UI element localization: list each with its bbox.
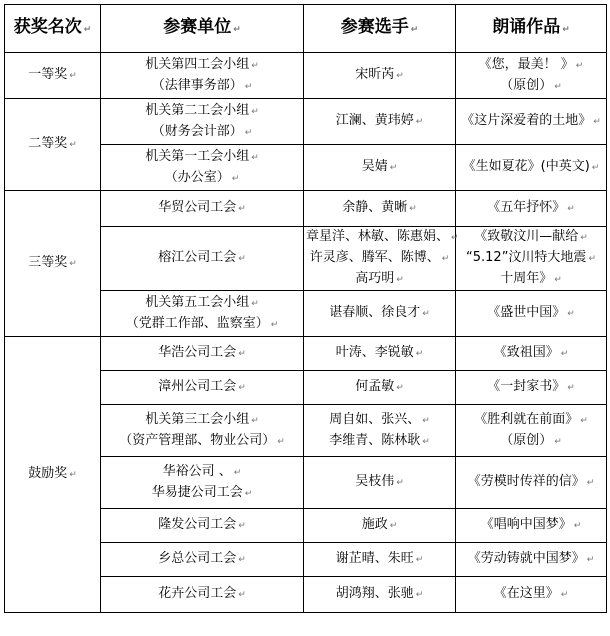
cell-text: 叶涛、李锐敏: [335, 345, 414, 360]
table-header: [5, 5, 607, 53]
unit-cell: [101, 577, 304, 613]
paragraph-mark-icon: ↵: [231, 173, 240, 184]
award-rank-cell: [5, 191, 101, 337]
cell-text: 华裕公司 、: [162, 463, 232, 479]
players-cell: [304, 543, 456, 577]
paragraph-mark-icon: ↵: [270, 319, 279, 330]
cell-text: 《这片深爱着的土地》: [461, 113, 592, 128]
cell-line: [103, 483, 301, 504]
cell-text: 《您，最美！ 》: [478, 56, 574, 72]
cell-line: [306, 515, 453, 536]
paragraph-mark-icon: ↵: [575, 60, 584, 71]
award-rank-text: 一等奖: [28, 67, 68, 82]
paragraph-mark-icon: ↵: [238, 254, 246, 264]
players-cell: [304, 457, 456, 509]
paragraph-mark-icon: ↵: [238, 521, 246, 531]
paragraph-mark-icon: ↵: [586, 555, 595, 565]
players-cell: [304, 291, 456, 337]
cell-line: [103, 293, 301, 314]
award-rank-cell: [5, 337, 101, 613]
paragraph-mark-icon: ↵: [69, 140, 77, 150]
cell-text: （原创）: [500, 77, 553, 93]
cell-text: 机关第四工会小组: [145, 56, 250, 72]
unit-cell: [101, 405, 304, 457]
cell-text: 华浩公司工会: [158, 345, 237, 360]
cell-line: [103, 462, 301, 483]
cell-line: [103, 410, 301, 431]
cell-line: [306, 584, 453, 605]
unit-cell: [101, 145, 304, 191]
paragraph-mark-icon: ↵: [251, 106, 259, 117]
cell-text: 《生如夏花》(中英文): [462, 159, 590, 174]
cell-text: 《劳动铸就中国梦》: [467, 551, 585, 566]
paragraph-mark-icon: ↵: [441, 254, 450, 264]
cell-line: [306, 343, 453, 364]
paragraph-mark-icon: ↵: [244, 81, 253, 92]
cell-text: 华易捷公司工会: [151, 484, 243, 500]
cell-line: [103, 122, 301, 143]
paragraph-mark-icon: ↵: [580, 233, 588, 243]
cell-text: 余静、黄晰: [342, 200, 408, 215]
header-unit: 参赛单位 ↵: [101, 5, 304, 53]
paragraph-mark-icon: ↵: [396, 275, 404, 285]
award-rank-text: 鼓励奖: [28, 466, 68, 481]
cell-text: 机关第一工会小组: [145, 148, 250, 164]
cell-line: [458, 157, 604, 178]
cell-line: [103, 168, 301, 189]
cell-line: [306, 410, 453, 431]
paragraph-mark-icon: ↵: [415, 590, 424, 600]
paragraph-mark-icon: ↵: [591, 163, 600, 173]
cell-text: 胡鸿翔、张驰: [335, 586, 414, 601]
cell-text: （原创）: [500, 432, 553, 448]
players-cell: [304, 405, 456, 457]
cell-text: 吴枝伟: [355, 474, 395, 489]
paragraph-mark-icon: ↵: [238, 383, 246, 393]
paragraph-mark-icon: ↵: [238, 590, 246, 600]
cell-line: [103, 55, 301, 76]
paragraph-mark-icon: ↵: [554, 275, 562, 285]
award-rank-text: 二等奖: [28, 136, 68, 151]
paragraph-mark-icon: ↵: [244, 127, 253, 138]
cell-text: 何孟敏: [355, 379, 395, 394]
paragraph-mark-icon: ↵: [396, 383, 404, 393]
cell-text: 许灵彦、腾军、陈博、: [309, 250, 440, 265]
cell-line: [306, 431, 453, 452]
unit-cell: [101, 191, 304, 227]
cell-text: （党群工作部、监察室）: [125, 315, 269, 331]
cell-text: 机关第二工会小组: [145, 102, 250, 118]
award-rank-cell: [5, 99, 101, 191]
cell-text: 江澜、黄玮婷: [335, 113, 414, 128]
cell-text: 乡总公司工会: [158, 551, 237, 566]
cell-line: [458, 472, 604, 493]
paragraph-mark-icon: ↵: [593, 117, 601, 127]
table-row: [5, 53, 607, 99]
cell-text: 《致敬汶川—献给: [474, 229, 579, 244]
cell-line: [306, 111, 453, 132]
paragraph-mark-icon: ↵: [422, 415, 430, 426]
paragraph-mark-icon: ↵: [567, 383, 575, 393]
players-cell: [304, 337, 456, 371]
paragraph-mark-icon: ↵: [238, 204, 246, 214]
unit-cell: [101, 337, 304, 371]
cell-text: （资产管理部、物业公司）: [119, 432, 276, 448]
paragraph-mark-icon: ↵: [415, 349, 424, 359]
awards-table: [4, 4, 607, 613]
award-rank-text: 三等奖: [28, 255, 68, 270]
cell-text: （办公室）: [164, 169, 230, 185]
cell-line: [458, 269, 604, 290]
players-cell: [304, 191, 456, 227]
work-cell: [456, 509, 607, 543]
paragraph-mark-icon: ↵: [69, 470, 77, 480]
cell-line: [458, 111, 604, 132]
cell-text: （财务会计部）: [151, 123, 243, 139]
paragraph-mark-icon: ↵: [251, 415, 259, 426]
paragraph-mark-icon: ↵: [251, 60, 259, 71]
work-cell: [456, 457, 607, 509]
paragraph-mark-icon: ↵: [586, 478, 595, 488]
cell-line: [103, 343, 301, 364]
paragraph-mark-icon: ↵: [69, 71, 77, 81]
cell-text: 谢芷晴、朱旺: [335, 551, 414, 566]
cell-line: [103, 377, 301, 398]
award-rank-cell: [5, 53, 101, 99]
paragraph-mark-icon: ↵: [251, 152, 259, 163]
paragraph-mark-icon: ↵: [554, 436, 562, 447]
players-cell: [304, 371, 456, 405]
unit-cell: [101, 227, 304, 291]
cell-line: [306, 269, 453, 290]
paragraph-mark-icon: ↵: [409, 204, 417, 214]
cell-text: 《在这里》: [493, 586, 559, 601]
paragraph-mark-icon: ↵: [238, 555, 246, 565]
paragraph-mark-icon: ↵: [233, 25, 241, 35]
work-cell: [456, 405, 607, 457]
cell-text: 隆发公司工会: [158, 517, 237, 532]
cell-text: 谌春顺、徐良才: [329, 305, 421, 320]
paragraph-mark-icon: ↵: [251, 298, 259, 309]
paragraph-mark-icon: ↵: [396, 478, 404, 488]
unit-cell: [101, 457, 304, 509]
paragraph-mark-icon: ↵: [389, 521, 398, 531]
cell-text: 《劳模时传祥的信》: [467, 474, 585, 489]
cell-line: [306, 377, 453, 398]
paragraph-mark-icon: ↵: [567, 309, 575, 319]
cell-line: [103, 101, 301, 122]
cell-text: 《胜利就在前面》: [474, 411, 579, 427]
players-cell: [304, 577, 456, 613]
work-cell: [456, 99, 607, 145]
cell-line: [306, 303, 453, 324]
cell-line: [458, 248, 604, 269]
paragraph-mark-icon: ↵: [415, 117, 424, 127]
paragraph-mark-icon: ↵: [83, 25, 92, 35]
cell-text: 机关第五工会小组: [145, 294, 250, 310]
paragraph-mark-icon: ↵: [396, 71, 404, 81]
header-work: 朗诵作品 ↵: [456, 5, 607, 53]
cell-line: [103, 147, 301, 168]
cell-text: 高巧明: [355, 271, 395, 286]
cell-line: [458, 515, 604, 536]
table-row: [5, 99, 607, 145]
work-cell: [456, 371, 607, 405]
cell-text: 施政: [361, 517, 388, 532]
work-cell: [456, 291, 607, 337]
cell-text: 《五年抒怀》: [487, 200, 566, 215]
cell-line: [458, 549, 604, 570]
players-cell: [304, 509, 456, 543]
cell-line: [306, 549, 453, 570]
paragraph-mark-icon: ↵: [554, 81, 562, 92]
cell-line: [458, 584, 604, 605]
cell-line: [306, 227, 459, 248]
cell-text: 《盛世中国》: [487, 305, 566, 320]
header-row: [5, 5, 607, 53]
cell-line: [306, 248, 453, 269]
cell-text: 《唱响中国梦》: [480, 517, 572, 532]
cell-line: [103, 76, 301, 97]
cell-line: [306, 65, 453, 86]
paragraph-mark-icon: ↵: [422, 309, 430, 319]
cell-text: 《致祖国》: [493, 345, 559, 360]
paragraph-mark-icon: ↵: [573, 521, 582, 531]
cell-text: 榕江公司工会: [158, 250, 237, 265]
paragraph-mark-icon: ↵: [233, 467, 242, 478]
paragraph-mark-icon: ↵: [69, 259, 77, 269]
paragraph-mark-icon: ↵: [415, 555, 424, 565]
cell-line: [458, 377, 604, 398]
cell-line: [103, 549, 301, 570]
paragraph-mark-icon: ↵: [560, 590, 569, 600]
work-cell: [456, 577, 607, 613]
work-cell: [456, 145, 607, 191]
paragraph-mark-icon: ↵: [410, 25, 419, 35]
cell-text: 章星洋、林敏、陈惠娟、: [306, 229, 450, 244]
work-cell: [456, 337, 607, 371]
cell-text: 李维青、陈林耿: [329, 432, 421, 448]
cell-line: [306, 198, 453, 219]
paragraph-mark-icon: ↵: [277, 436, 285, 447]
cell-text: 机关第三工会小组: [145, 411, 250, 427]
paragraph-mark-icon: ↵: [580, 415, 588, 426]
paragraph-mark-icon: ↵: [562, 25, 570, 35]
cell-line: [103, 431, 301, 452]
paragraph-mark-icon: ↵: [451, 233, 459, 243]
cell-line: [458, 76, 604, 97]
unit-cell: [101, 543, 304, 577]
cell-line: [458, 303, 604, 324]
cell-line: [458, 431, 604, 452]
cell-text: 宋昕芮: [355, 67, 395, 82]
table-row: [5, 337, 607, 371]
unit-cell: [101, 371, 304, 405]
players-cell: [304, 227, 459, 291]
work-cell: [456, 227, 607, 291]
players-cell: [304, 145, 456, 191]
players-cell: [304, 99, 456, 145]
paragraph-mark-icon: ↵: [238, 349, 246, 359]
paragraph-mark-icon: ↵: [244, 488, 253, 499]
paragraph-mark-icon: ↵: [560, 349, 569, 359]
work-cell: [456, 191, 607, 227]
cell-text: （法律事务部）: [151, 77, 243, 93]
cell-line: [306, 472, 453, 493]
cell-text: 《一封家书》: [487, 379, 566, 394]
unit-cell: [101, 99, 304, 145]
cell-text: 漳州公司工会: [158, 379, 237, 394]
players-cell: [304, 53, 456, 99]
cell-text: 华贸公司工会: [158, 200, 237, 215]
cell-line: [306, 157, 453, 178]
cell-line: [458, 343, 604, 364]
unit-cell: [101, 53, 304, 99]
paragraph-mark-icon: ↵: [422, 436, 430, 447]
work-cell: [456, 53, 607, 99]
cell-text: 十周年》: [500, 271, 553, 286]
cell-line: [458, 410, 604, 431]
cell-line: [103, 584, 301, 605]
unit-cell: [101, 291, 304, 337]
table-row: [5, 191, 607, 227]
cell-line: [103, 515, 301, 536]
work-cell: [456, 543, 607, 577]
cell-line: [458, 55, 604, 76]
cell-text: 吴婧: [361, 159, 388, 174]
unit-cell: [101, 509, 304, 543]
cell-line: [103, 248, 301, 269]
cell-text: 花卉公司工会: [158, 586, 237, 601]
paragraph-mark-icon: ↵: [567, 204, 575, 214]
cell-line: [103, 198, 301, 219]
header-award-rank: 获奖名次 ↵: [5, 5, 101, 53]
table-body: [5, 53, 607, 613]
paragraph-mark-icon: ↵: [389, 163, 398, 173]
cell-text: 周自如、张兴、: [329, 411, 421, 427]
cell-line: [458, 227, 604, 248]
paragraph-mark-icon: ↵: [588, 254, 596, 264]
cell-text: “5.12”汶川特大地震: [466, 250, 587, 265]
header-players: 参赛选手 ↵: [304, 5, 456, 53]
cell-line: [458, 198, 604, 219]
cell-line: [103, 314, 301, 335]
